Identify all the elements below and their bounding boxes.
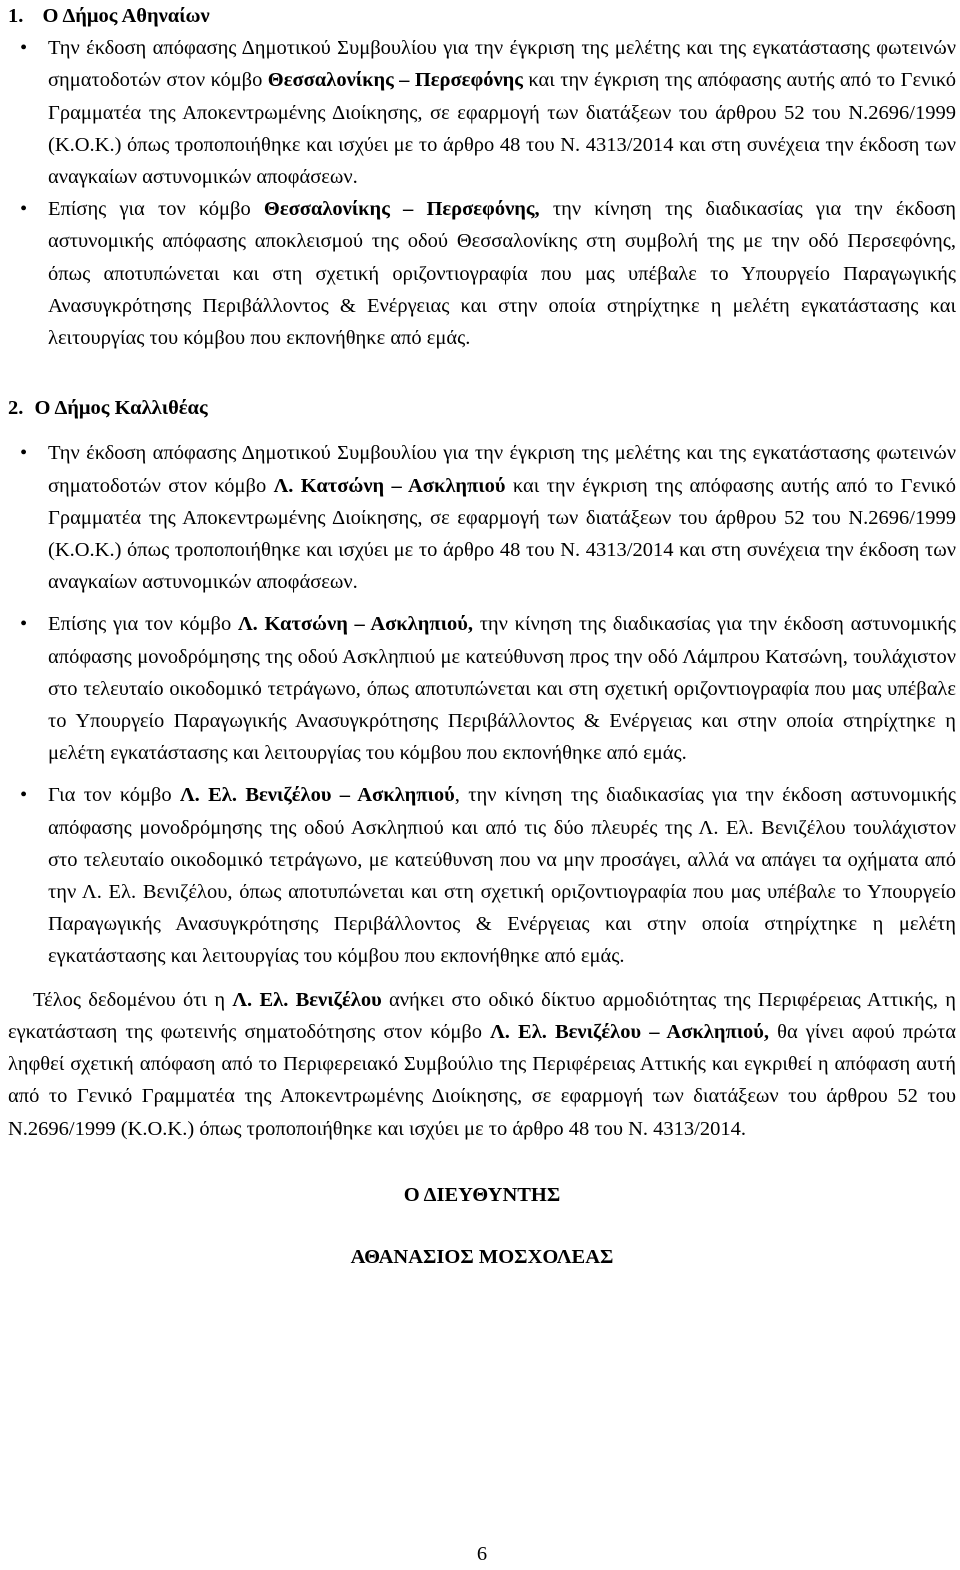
section-2-bullet-1 (48, 437, 956, 598)
section-2-number: 2. (8, 397, 24, 420)
closing-text: θα γίνει αφού πρώτα ληφθεί σχετική απόφαση από το Περιφερειακό Συμβούλιο της Περιφέρειας Αττικής και εγκριθεί η απόφαση αυτή από το Γενικό Γραμματέα της Αποκεντρωμένης Διοίκησης, σε εφαρμογή των διατάξεων του άρθρου 52 του Ν.2696/1999 (Κ.Ο.Κ.) όπως τροποποιήθηκε και ισχύει με το άρθρο 48 του Ν. 4313/2014. (8, 1020, 956, 1140)
section-2-bullet-3 (48, 779, 956, 972)
bullet-text: Την έκδοση απόφασης Δημοτικού Συμβουλίου για την έγκριση της μελέτης και της εγκατάστασης φωτεινών σηματοδοτών στον κόμβο (48, 442, 956, 497)
section-2-list (8, 437, 956, 972)
bullet-bold-text: Λ. Κατσώνη – Ασκληπιού (273, 474, 506, 497)
closing-bold-text: Λ. Ελ. Βενιζέλου (232, 988, 382, 1011)
bullet-text: , την κίνηση της διαδικασίας για την έκδοση αστυνομικής απόφασης μονοδρόμησης της οδού Ασκληπιού και από τις δύο πλευρές της Λ. Ελ. Βενιζέλου τουλάχιστον στο τελευταίο οικοδομικό τετράγωνο, με κατεύθυνση που να μην προσάγει, αλλά να απάγει τα οχήματα από την Λ. Ελ. Βενιζέλου, όπως αποτυπώνεται και στη σχετική οριζοντιογραφία που μας υπέβαλε το Υπουργείο Παραγωγικής Ανασυγκρότησης Περιβάλλοντος & Ενέργειας και στην οποία στηρίχτηκε η μελέτη εγκατάστασης και λειτουργίας του κόμβου που εκπονήθηκε από εμάς. (48, 784, 956, 968)
section-1-bullet-1 (48, 32, 956, 193)
closing-text: ανήκει στο οδικό δίκτυο αρμοδιότητας της Περιφέρειας Αττικής, η εγκατάσταση της φωτεινής σηματοδότησης στον κόμβο (8, 988, 956, 1043)
bullet-text: και την έγκριση της απόφασης αυτής από το Γενικό Γραμματέα της Αποκεντρωμένης Διοίκησης, σε εφαρμογή των διατάξεων του άρθρου 52 του Ν.2696/1999 (Κ.Ο.Κ.) όπως τροποποιήθηκε και ισχύει με το άρθρο 48 του Ν. 4313/2014 και στη συνέχεια την έκδοση των αναγκαίων αστυνομικών αποφάσεων. (48, 69, 956, 189)
signature-role: Ο ΔΙΕΥΘΥΝΤΗΣ (403, 1183, 561, 1206)
section-2-heading (8, 392, 956, 424)
bullet-bold-text: Θεσσαλονίκης – Περσεφόνης (267, 69, 523, 92)
section-2-title: Ο Δήμος Καλλιθέας (34, 397, 208, 420)
bullet-text: Επίσης για τον κόμβο (48, 613, 238, 636)
bullet-text: Για τον κόμβο (48, 784, 180, 807)
bullet-bold-text: Θεσσαλονίκης – Περσεφόνης, (263, 198, 540, 221)
bullet-text: και την έγκριση της απόφασης αυτής από το Γενικό Γραμματέα της Αποκεντρωμένης Διοίκησης, σε εφαρμογή των διατάξεων του άρθρου 52 του Ν.2696/1999 (Κ.Ο.Κ.) όπως τροποποιήθηκε και ισχύει με το άρθρο 48 του Ν. 4313/2014 και στη συνέχεια την έκδοση των αναγκαίων αστυνομικών αποφάσεων. (48, 474, 956, 594)
bullet-text: Την έκδοση απόφασης Δημοτικού Συμβουλίου για την έγκριση της μελέτης και της εγκατάστασης φωτεινών σηματοδοτών στον κόμβο (48, 37, 956, 92)
closing-bold-text: Λ. Ελ. Βενιζέλου – Ασκληπιού, (490, 1020, 770, 1043)
bullet-bold-text: Λ. Κατσώνη – Ασκληπιού, (237, 613, 473, 636)
bullet-bold-text: Λ. Ελ. Βενιζέλου – Ασκληπιού (179, 784, 455, 807)
section-1-heading (8, 0, 956, 32)
document-page (8, 0, 956, 1565)
bullet-text: Επίσης για τον κόμβο (48, 198, 264, 221)
section-1-title: Ο Δήμος Αθηναίων (42, 5, 210, 27)
section-1-number: 1. (8, 5, 24, 27)
section-1-list (8, 32, 956, 354)
bullet-text: την κίνηση της διαδικασίας για την έκδοση αστυνομικής απόφασης αποκλεισμού της οδού Θεσσαλονίκης στη συμβολή της με την οδό Περσεφόνης, όπως αποτυπώνεται και στη σχετική οριζοντιογραφία που μας υπέβαλε το Υπουργείο Παραγωγικής Ανασυγκρότησης Περιβάλλοντος & Ενέργειας και στην οποία στηρίχτηκε η μελέτη εγκατάστασης και λειτουργίας του κόμβου που εκπονήθηκε από εμάς. (48, 198, 956, 350)
section-1-bullet-2 (48, 193, 956, 354)
bullet-text: την κίνηση της διαδικασίας για την έκδοση αστυνομικής απόφασης μονοδρόμησης της οδού Ασκληπιού με κατεύθυνση προς την οδό Λάμπρου Κατσώνη, τουλάχιστον στο τελευταίο οικοδομικό τετράγωνο, όπως αποτυπώνεται και στη σχετική οριζοντιογραφία που μας υπέβαλε το Υπουργείο Παραγωγικής Ανασυγκρότησης Περιβάλλοντος & Ενέργειας και στην οποία στηρίχτηκε η μελέτη εγκατάστασης και λειτουργίας του κόμβου που εκπονήθηκε από εμάς. (48, 613, 956, 765)
closing-paragraph (8, 984, 956, 1145)
page-number: 6 (476, 1543, 488, 1565)
closing-text: Τέλος δεδομένου ότι η (33, 988, 233, 1011)
signature-name: ΑΘΑΝΑΣΙΟΣ ΜΟΣΧΟΛΕΑΣ (350, 1245, 614, 1268)
section-2-bullet-2 (48, 608, 956, 769)
